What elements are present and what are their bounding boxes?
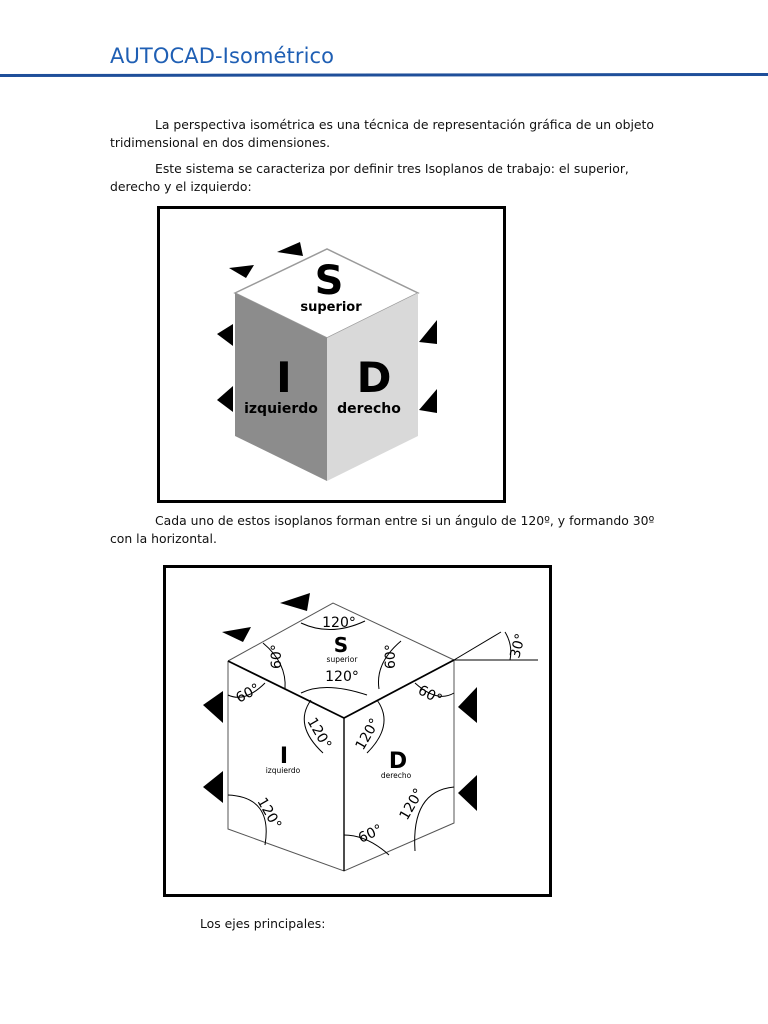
- izquierdo-letter: I: [276, 353, 292, 402]
- angle-label: 120°: [325, 669, 359, 685]
- paragraph-4: Los ejes principales:: [200, 916, 326, 931]
- superior-letter: S: [314, 258, 344, 304]
- angle-label: 60°: [383, 644, 399, 669]
- izquierdo-label: izquierdo: [244, 401, 318, 417]
- superior-label: superior: [300, 300, 362, 315]
- isoplanes-figure: [157, 206, 507, 504]
- derecho-label: derecho: [380, 771, 412, 780]
- document-title: AUTOCAD-Isométrico: [110, 44, 335, 68]
- paragraph-1: La perspectiva isométrica es una técnica de representación gráfica de un objeto tridimensional en dos dimensiones.: [110, 117, 654, 150]
- angle-label: 120°: [322, 615, 356, 631]
- angle-label: 60°: [355, 821, 386, 847]
- izquierdo-letter: I: [279, 744, 289, 769]
- derecho-label: derecho: [337, 401, 401, 417]
- paragraph-3: Cada uno de estos isoplanos forman entre si un ángulo de 120º, y formando 30º con la horizontal.: [110, 513, 655, 546]
- derecho-letter: D: [356, 353, 392, 402]
- angle-label: 120°: [303, 715, 335, 753]
- header-rule: [0, 73, 768, 77]
- angle-label: 60°: [233, 680, 263, 707]
- angle-label: 120°: [396, 785, 428, 823]
- izquierdo-label: izquierdo: [265, 766, 301, 775]
- angle-label: 60°: [269, 644, 285, 669]
- superior-letter: S: [333, 633, 349, 657]
- angle-label: 60°: [415, 682, 445, 709]
- angles-figure: [163, 565, 553, 898]
- derecho-letter: D: [388, 749, 408, 774]
- angle-label: 120°: [352, 715, 384, 753]
- angle-label: 120°: [253, 795, 285, 833]
- angle-label: 30°: [507, 631, 530, 661]
- paragraph-2: Este sistema se caracteriza por definir tres Isoplanos de trabajo: el superior, derecho y el izquierdo:: [110, 161, 629, 194]
- superior-label: superior: [326, 655, 358, 664]
